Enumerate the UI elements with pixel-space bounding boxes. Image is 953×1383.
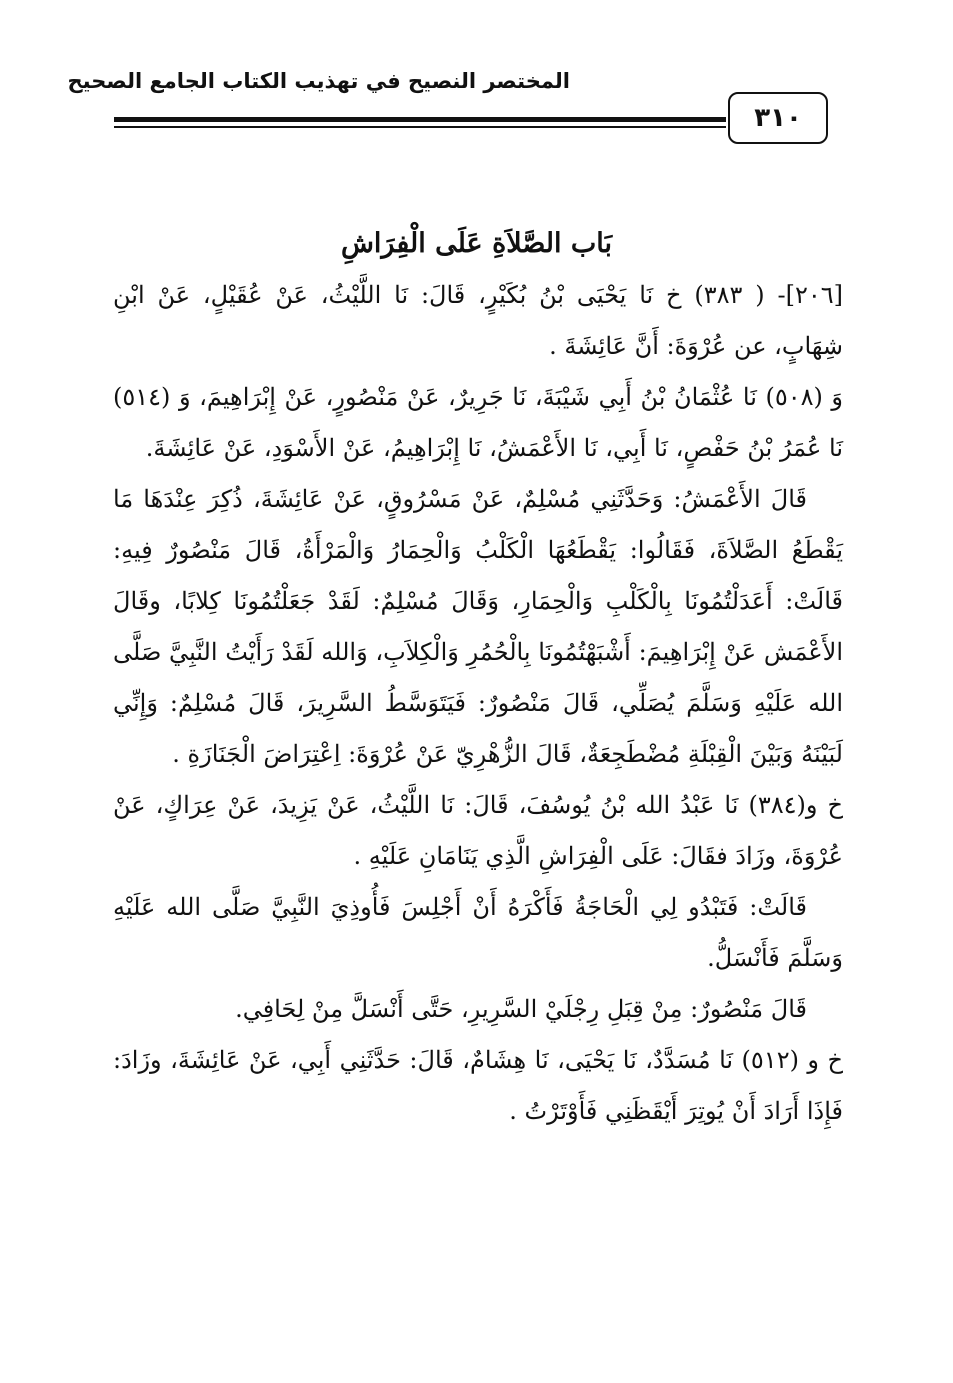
paragraph-mansur: قَالَ مَنْصُورٌ: مِنْ قِبَلِ رِجْلَيْ السَّرِيرِ، حَتَّى أَنْسَلَّ مِنْ لِحَافِي. (235, 995, 807, 1023)
header-rule-thick (114, 117, 726, 122)
paragraph-hadith-206: [٢٠٦]- ( ٣٨٣) خ نَا يَحْيَى بْنُ بُكَيْرٍ، قَالَ: نَا اللَّيْثُ، عَنْ عُقَيْلٍ، عَنْ ابْنِ شِهَابٍ، عن عُرْوَةَ: أَنَّ عَائِشَةَ . (113, 281, 843, 360)
paragraph-chain-512: خ و (٥١٢) نَا مُسَدَّدٌ، نَا يَحْيَى، نَا هِشَامٌ، قَالَ: حَدَّثَنِي أَبِي، عَنْ عَائِشَةَ، وزَادَ: فَإِذَا أَرَادَ أَنْ يُوتِرَ أَيْقَظَنِي فَأَوْتَرْتُ . (113, 1046, 843, 1125)
header-rule-thin (114, 126, 726, 128)
paragraph-chain-508-514: وَ (٥٠٨) نَا عُثْمَانُ بْنُ أَبِي شَيْبَةَ، نَا جَرِيرٌ، عَنْ مَنْصُورٍ، عَنْ إِبْرَاهِيمَ، وَ (٥١٤) نَا عُمَرُ بْنُ حَفْصٍ، نَا أَبِي، نَا الأَعْمَشُ، نَا إِبْرَاهِيمُ، عَنْ الأَسْوَدِ، عَنْ عَائِشَةَ. (113, 383, 843, 462)
page-number-badge (728, 92, 828, 144)
paragraph-chain-384: خ و(٣٨٤) نَا عَبْدُ الله بْنُ يُوسُفَ، قَالَ: نَا اللَّيْثُ، عَنْ يَزِيدَ، عَنْ عِرَاكٍ، عَنْ عُرْوَةَ، وزَادَ فقَالَ: عَلَى الْفِرَاشِ الَّذِي يَنَامَانِ عَلَيْهِ . (113, 791, 844, 870)
paragraph-qalat: قَالَتْ: فَتَبْدُو لِي الْحَاجَةُ فَأَكْرَهُ أَنْ أَجْلِسَ فَأُوذِيَ النَّبِيَّ صَلَّى الله عَلَيْهِ وَسَلَّمَ فَأَنْسَلُّ. (113, 893, 843, 972)
paragraph-aamash-narration: قَالَ الأَعْمَشُ: وَحَدَّثَنِي مُسْلِمٌ، عَنْ مَسْرُوقٍ، عَنْ عَائِشَةَ، ذُكِرَ عِنْدَهَا مَا يَقْطَعُ الصَّلاَةَ، فَقَالُوا: يَقْطَعُهَا الْكَلْبُ وَالْحِمَارُ وَالْمَرْأَةُ، قَالَ مَنْصُورٌ فِيهِ: قَالَتْ: أَعَدَلْتُمُونَا بِالْكَلْبِ وَالْحِمَارِ، وَقَالَ مُسْلِمٌ: لَقَدْ جَعَلْتُمُونَا كِلابًا، وقَالَ الأَعْمَش عَنْ إِبْرَاهِيمَ: أَشْبَهْتُمُونَا بِالْحُمُرِ وَالْكِلاَبِ، وَالله لَقَدْ رَأَيْتُ النَّبِيَّ صَلَّى الله عَلَيْهِ وَسَلَّمَ يُصَلِّي، قَالَ مَنْصُورٌ: فَيَتَوَسَّطُ السَّرِيرَ، قَالَ مُسْلِمٌ: وَإِنِّي لَبَيْنَهُ وَبَيْنَ الْقِبْلَةِ مُضْطَجِعَةٌ، قَالَ الزُّهْرِيّ عَنْ عُرْوَةَ: اِعْتِرَاضَ الْجَنَازَةِ . (113, 485, 843, 768)
running-header-title: المختصر النصيح في تهذيب الكتاب الجامع الصحيح (67, 69, 570, 93)
chapter-title: بَاب الصَّلاَةِ عَلَى الْفِرَاشِ (340, 228, 613, 259)
hadith-text-body (113, 270, 843, 1137)
page-number: ٣١٠ (754, 103, 802, 133)
